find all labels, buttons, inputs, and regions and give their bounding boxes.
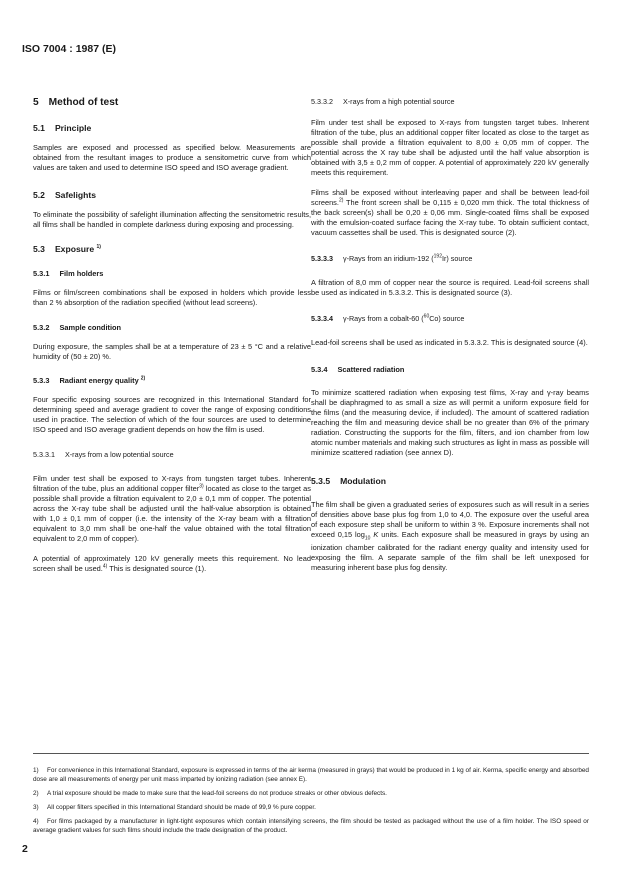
section-heading-5-3-3-4: 5.3.3.4 γ-Rays from a cobalt-60 ($^{60}$Co) source xyxy=(311,313,465,323)
paragraph-iridium: A filtration of 8,0 mm of copper near the source is required. Lead-foil screens shall be used as indicated in 5.3.3.2. This is designated source (3). xyxy=(311,278,589,297)
section-heading-5-3-4: 5.3.4 Scattered radiation xyxy=(311,365,405,374)
footnote-divider xyxy=(33,753,589,754)
document-header: ISO 7004 : 1987 (E) xyxy=(22,43,116,55)
section-heading-5-3-3-2: 5.3.3.2 X-rays from a high potential source xyxy=(311,97,455,106)
paragraph-scattered: To minimize scattered radiation when exposing test films, X-ray and γ-ray beams shall be diaphragmed to as small a size as will permit a uniform exposure field for the films (and the measuring device, if included). The amount of scattered radiation reaching the film and measuring device shall be no greater than 6% of the primary radiation. Constructing the supports for the film, filters, and ion chamber from low atomic number materials and making such structures as light in mass as possible will minimize scattered radiation (see annex D). xyxy=(311,388,589,457)
footnote-3: 3) All copper filters specified in this International Standard should be made of 99,9 % pure copper. xyxy=(33,804,316,811)
left-column xyxy=(33,97,311,584)
paragraph-modulation: The film shall be given a graduated series of exposures such as will result in a series of densities above base plus fog from 1,0 to 4,0. The exposure over the useful area of each exposure step shall be uniform to within 3 %. Exposure increments shall not exceed 0,15 $\log_{10} K$ units. Each exposure shall be measured in grays by using an ionization chamber calibrated for the radiant energy quality and intensity used for exposing the film. A separate sample of the film shall be left unexposed for measuring inherent base plus fog density. xyxy=(311,500,590,573)
section-heading-5-3-2: 5.3.2 Sample condition xyxy=(33,323,122,332)
paragraph-safelights: To eliminate the possibility of safelight illumination affecting the sensitometric results, all films shall be handled in complete darkness during exposing and processing. xyxy=(33,210,311,229)
section-heading-5-3-3-3: 5.3.3.3 γ-Rays from an iridium-192 ($^{192}$Ir) source xyxy=(311,253,473,263)
footnote-ref: 2) xyxy=(140,375,146,382)
section-heading-5: 5 Method of test xyxy=(33,97,119,108)
paragraph-sample-condition: During exposure, the samples shall be at a temperature of 23 ± 5 °C and a relative humidity of (50 ± 20) %. xyxy=(33,342,311,361)
section-heading-5-1: 5.1 Principle xyxy=(33,123,92,133)
section-heading-5-3: 5.3 Exposure $^{1)}$ xyxy=(33,244,101,254)
footnote-ref: 2) xyxy=(338,197,344,204)
section-heading-5-3-3-1: 5.3.3.1 X-rays from a low potential source xyxy=(33,450,174,459)
footnote-ref: 1) xyxy=(96,244,101,251)
paragraph-radiant-energy: Four specific exposing sources are recognized in this International Standard for determining speed and average gradient to cover the range of exposing conditions used in practice. The selection of which of the four sources are used to determine ISO speed and ISO average gradient depends on how the film is used. xyxy=(33,395,311,434)
footnote-ref: 4) xyxy=(102,563,108,570)
paragraph-low-potential: Film under test shall be exposed to X-rays from tungsten target tubes. Inherent filtration of the tube, plus an additional copper filter$^{3)}$ located as close to the target as possible shall provide a filtration equivalent to 2,0 ± 0,1 mm of copper. The potential across the X-ray tube shall be adjusted until the half-value absorption is obtained with 1,0 ± 0,1 mm of copper (i.e. the intensity of the X-ray beam with a filtration equivalent to 3,0 mm shall be one-half the value obtained with the total filtration equivalent to 2,0 mm of copper). xyxy=(33,474,311,543)
paragraph-high-potential: Film under test shall be exposed to X-rays from tungsten target tubes. Inherent filtration of the tube, plus an additional copper filter located as close to the target as possible shall provide a filtration equivalent to 8,00 ± 0,05 mm of copper. The potential across the X ray tube shall be adjusted until the half value absorption is obtained with 3,5 ± 0,2 mm of copper. A potential of approximately 220 kV generally meets this requirement. xyxy=(311,118,589,177)
page-number: 2 xyxy=(22,843,28,855)
paragraph-low-potential-2: A potential of approximately 120 kV generally meets this requirement. No lead screen shall be used.$^{4)}$ This is designated source (1). xyxy=(33,554,311,573)
section-heading-5-3-3: 5.3.3 Radiant energy quality $^{2)}$ xyxy=(33,375,146,385)
paragraph-principle: Samples are exposed and processed as specified below. Measurements are obtained from the resultant images to produce a sensitometric curve from which values are taken and used to determine ISO speed and ISO average gradient. xyxy=(33,143,311,172)
paragraph-cobalt: Lead-foil screens shall be used as indicated in 5.3.3.2. This is designated source (4). xyxy=(311,338,588,347)
paragraph-film-holders: Films or film/screen combinations shall be exposed in holders which provide less than 2 % absorption of the radiation specified (without lead screens). xyxy=(33,288,311,307)
footnote-ref: 3) xyxy=(199,483,204,490)
section-heading-5-2: 5.2 Safelights xyxy=(33,190,97,200)
section-heading-5-3-1: 5.3.1 Film holders xyxy=(33,269,104,278)
footnotes xyxy=(33,766,589,840)
footnote-2: 2) A trial exposure should be made to make sure that the lead-foil screens do not produce streaks or other obvious defects. xyxy=(33,790,387,797)
footnote-4: 4) For films packaged by a manufacturer in light-tight exposures which contain intensifying screens, the film should be tested as packaged without the use of a film holder. The ISO speed or average gradient values for such films should include the trade designation of the product. xyxy=(33,818,589,834)
paragraph-high-potential-2: Films shall be exposed without interleaving paper and shall be between lead-foil screens.$^{2)}$ The front screen shall be 0,115 ± 0,020 mm thick. The total thickness of the back screen(s) shall be 0,20 ± 0,06 mm. Single-coated films shall be exposed with the emulsion-coated surface facing the X-ray tube. To obtain sufficient contact, vacuum cassettes shall be used. This is designated source (2). xyxy=(311,188,589,237)
footnote-1: 1) For convenience in this International Standard, exposure is expressed in terms of the air kerma (measured in grays) that would be produced in 1 kg of air. Kerma, specific energy and absorbed dose are all measurements of energy per unit mass imparted by ionizing radiation (see annex E). xyxy=(33,767,589,783)
section-heading-5-3-5: 5.3.5 Modulation xyxy=(311,476,386,486)
right-column xyxy=(311,97,589,583)
